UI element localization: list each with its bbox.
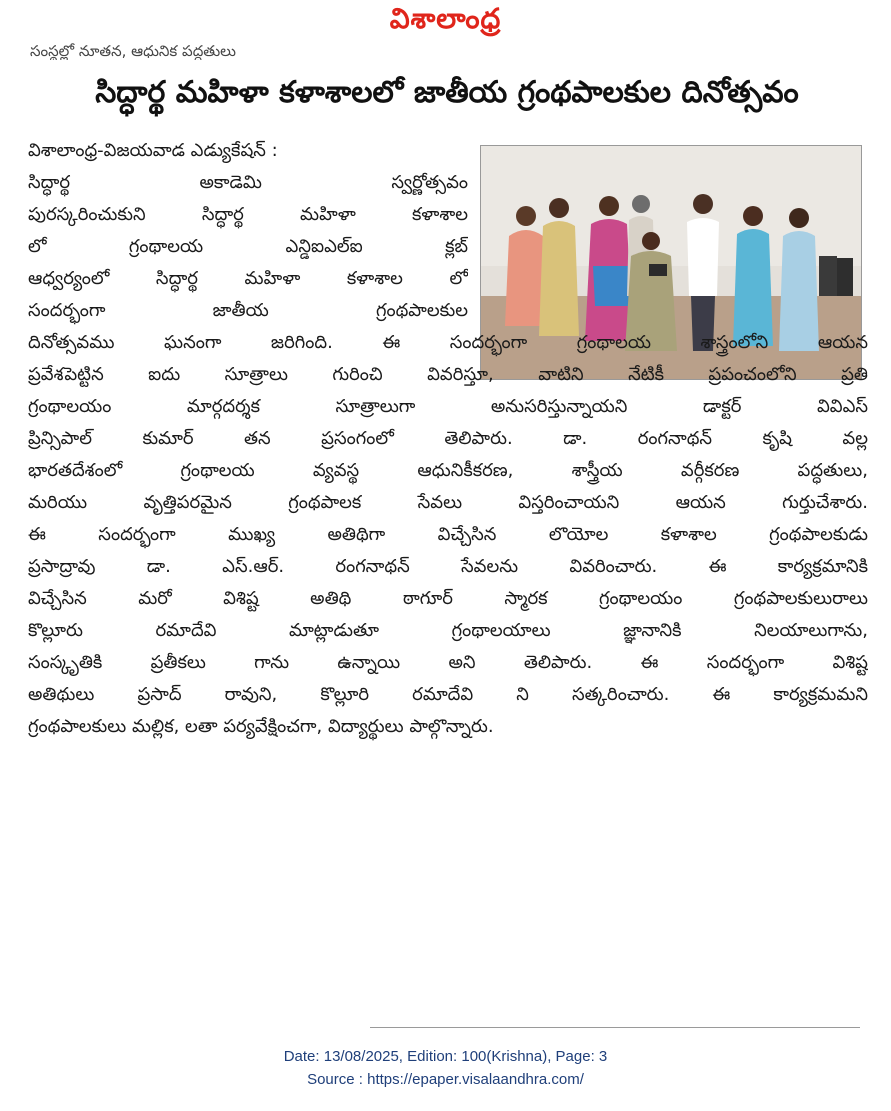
article-line: ప్రసాద్రావు డా. ఎస్.ఆర్. రంగనాథన్ సేవలను వివరించారు. ఈ కార్యక్రమానికి — [28, 556, 868, 577]
article-line: పురస్కరించుకుని సిద్ధార్థ మహిళా కళాశాల — [28, 204, 468, 225]
article-line: లో గ్రంథాలయ ఎన్డిఐఎల్ఐ క్లబ్ — [28, 236, 468, 257]
newspaper-masthead: విశాలాంధ్ర — [389, 2, 502, 35]
article-body — [28, 135, 868, 743]
article-line: సంస్కృతికి ప్రతీకలు గాను ఉన్నాయి అని తెలిపారు. ఈ సందర్భంగా విశిష్ట — [28, 652, 868, 673]
previous-article-fragment: సంస్థల్లో నూతన, ఆధునిక పద్ధతులు — [30, 42, 236, 60]
article-line: కొల్లూరు రమాదేవి మాట్లాడుతూ గ్రంథాలయాలు జ్ఞానానికి నిలయాలుగాను, — [28, 620, 868, 641]
article-line: ఆధ్వర్యంలో సిద్ధార్థ మహిళా కళాశాల లో — [28, 268, 468, 289]
footer-divider — [370, 1027, 860, 1028]
article-headline: సిద్ధార్థ మహిళా కళాశాలలో జాతీయ గ్రంథపాలకుల దినోత్సవం — [95, 75, 799, 110]
article-line: సందర్భంగా జాతీయ గ్రంథపాలకుల — [28, 300, 468, 321]
article-line: అతిథులు ప్రసాద్ రావుని, కొల్లూరి రమాదేవి ని సత్కరించారు. ఈ కార్యక్రమమని — [28, 684, 868, 705]
article-line: ఈ సందర్భంగా ముఖ్య అతిథిగా విచ్చేసిన లొయోల కళాశాల గ్రంథపాలకుడు — [28, 524, 868, 545]
source-link[interactable]: Source : https://epaper.visalaandhra.com/ — [307, 1071, 584, 1088]
article-line: భారతదేశంలో గ్రంథాలయ వ్యవస్థ ఆధునికీకరణ, శాస్త్రీయ వర్గీకరణ పద్ధతులు, — [28, 460, 868, 481]
article-line: గ్రంథాలయం మార్గదర్శక సూత్రాలుగా అనుసరిస్తున్నాయని డాక్టర్ వివిఎస్ — [28, 396, 868, 417]
article-line: దినోత్సవము ఘనంగా జరిగింది. ఈ సందర్భంగా గ్రంథాలయ శాస్త్రంలోని ఆయన — [28, 332, 868, 353]
article-line: ప్రిన్సిపాల్ కుమార్ తన ప్రసంగంలో తెలిపారు. డా. రంగనాథన్ కృషి వల్ల — [28, 428, 868, 449]
footer — [0, 1045, 891, 1091]
article-line: విచ్చేసిన మరో విశిష్ట అతిథి ఠాగూర్ స్మారక గ్రంథాలయం గ్రంథపాలకులురాలు — [28, 588, 868, 609]
article-byline: విశాలాంధ్ర-విజయవాడ ఎడ్యుకేషన్ : — [28, 140, 278, 161]
edition-info: Date: 13/08/2025, Edition: 100(Krishna), Page: 3 — [283, 1048, 608, 1065]
article-line: మరియు వృత్తిపరమైన గ్రంథపాలక సేవలు విస్తరించాయని ఆయన గుర్తుచేశారు. — [28, 492, 868, 513]
article-line: సిద్ధార్థ అకాడెమి స్వర్ణోత్సవం — [28, 172, 468, 193]
article-line: గ్రంథపాలకులు మల్లిక, లతా పర్యవేక్షించగా, విద్యార్థులు పాల్గొన్నారు. — [28, 716, 494, 737]
article-line: ప్రవేశపెట్టిన ఐదు సూత్రాలు గురించి వివరిస్తూ, వాటిని నేటికీ ప్రపంచంలోని ప్రతి — [28, 364, 868, 385]
